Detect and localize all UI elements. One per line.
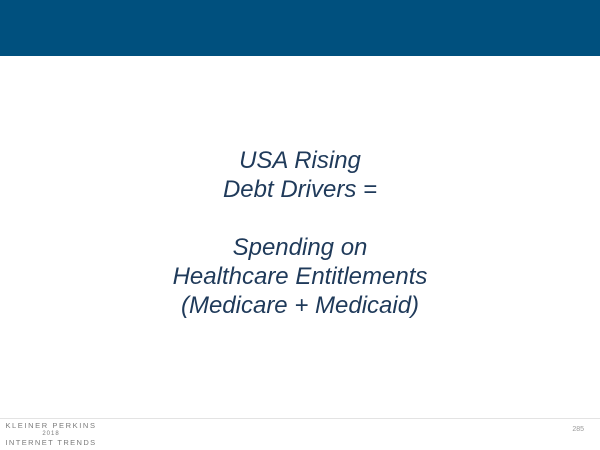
title-line-2: Debt Drivers = <box>222 176 378 203</box>
title-line-3: Spending on <box>232 234 368 261</box>
page-number: 285 <box>572 426 584 433</box>
title-line-1: USA Rising <box>239 147 361 174</box>
brand-year: 2018 <box>42 431 60 437</box>
title-line-4: Healthcare Entitlements <box>172 263 428 290</box>
brand-subtitle: INTERNET TRENDS <box>5 438 97 447</box>
title-spacer <box>0 204 600 233</box>
footer-divider <box>0 418 600 419</box>
header-band <box>0 0 600 56</box>
brand-name: KLEINER PERKINS <box>5 421 97 430</box>
brand-logo <box>0 421 102 447</box>
title-line-5: (Medicare + Medicaid) <box>180 292 420 319</box>
slide-title <box>0 146 600 320</box>
